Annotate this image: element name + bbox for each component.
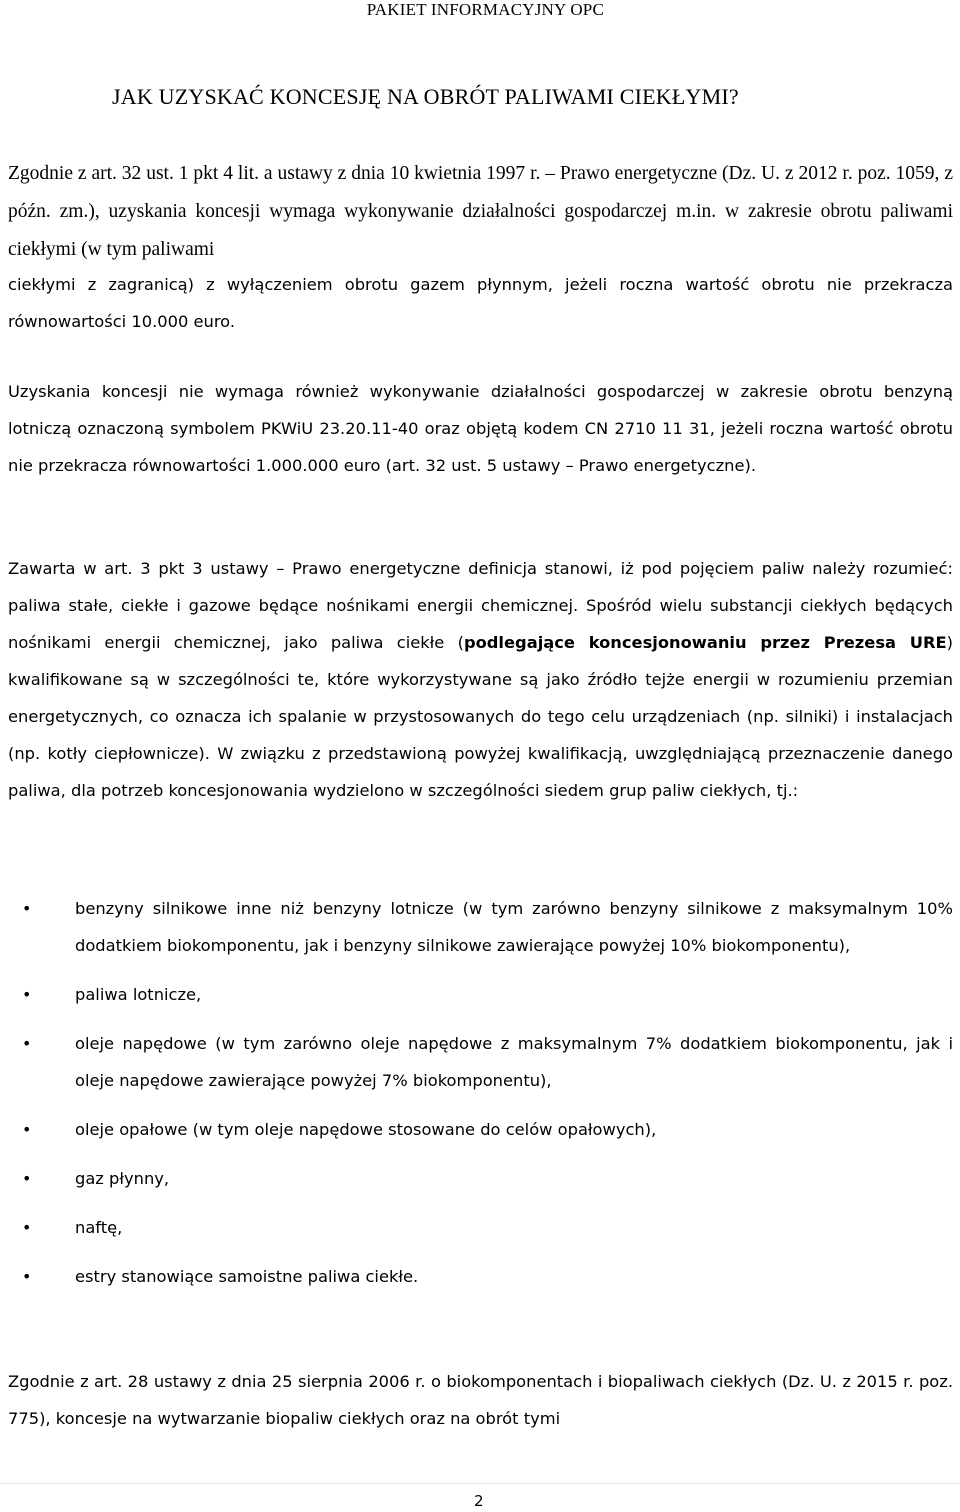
list-item: • paliwa lotnicze, (8, 976, 953, 1013)
bullet-icon: • (22, 1120, 32, 1139)
definition-text-bold: podlegające koncesjonowaniu przez Prezesa URE (463, 633, 947, 652)
paragraph-threshold: ciekłymi z zagranicą) z wyłączeniem obrotu gazem płynnym, jeżeli roczna wartość obrotu nie przekracza równowartości 10.000 euro. (8, 275, 953, 331)
page-header: PAKIET INFORMACYJNY OPC (366, 0, 604, 19)
paragraph-biofuels: Zgodnie z art. 28 ustawy z dnia 25 sierpnia 2006 r. o biokomponentach i biopaliwach ciekłych (Dz. U. z 2015 r. poz. 775), koncesje na wytwarzanie biopaliw ciekłych oraz na obrót tymi (8, 1372, 953, 1428)
footer-divider (0, 1483, 960, 1484)
list-item: • naftę, (8, 1209, 953, 1246)
fuel-groups-list (8, 890, 953, 1307)
paragraph-aviation-fuel-exemption: Uzyskania koncesji nie wymaga również wykonywanie działalności gospodarczej w zakresie obrotu benzyną lotniczą oznaczoną symbolem PKWiU 23.20.11-40 oraz objętą kodem CN 2710 11 31, jeżeli roczna wartość obrotu nie przekracza równowartości 1.000.000 euro (art. 32 ust. 5 ustawy – Prawo energetyczne). (8, 382, 953, 475)
bullet-icon: • (22, 985, 32, 1004)
list-item: • benzyny silnikowe inne niż benzyny lotnicze (w tym zarówno benzyny silnikowe z maksymalnym 10% dodatkiem biokomponentu, jak i benzyny silnikowe zawierające powyżej 10% biokomponentu), (8, 890, 953, 964)
bullet-icon: • (22, 1267, 32, 1286)
list-item: • estry stanowiące samoistne paliwa ciekłe. (8, 1258, 953, 1295)
bullet-icon: • (22, 1218, 32, 1237)
page-number: 2 (474, 1492, 484, 1510)
bullet-icon: • (22, 1034, 32, 1053)
paragraph-fuel-definition (8, 550, 953, 809)
list-item: • gaz płynny, (8, 1160, 953, 1197)
document-title: JAK UZYSKAĆ KONCESJĘ NA OBRÓT PALIWAMI CIEKŁYMI? (112, 84, 739, 109)
definition-text-before: Zawarta w art. 3 pkt 3 ustawy – Prawo energetyczne definicja stanowi, iż pod pojęciem paliw należy rozumieć: paliwa stałe, ciekłe i gazowe będące nośnikami energii chemicznej. Spośród wielu substancji ciekłych będących nośnikami energii chemicznej, jako paliwa ciekłe ( (8, 559, 953, 652)
list-item: • oleje opałowe (w tym oleje napędowe stosowane do celów opałowych), (8, 1111, 953, 1148)
paragraph-legal-basis: Zgodnie z art. 32 ust. 1 pkt 4 lit. a ustawy z dnia 10 kwietnia 1997 r. – Prawo energetyczne (Dz. U. z 2012 r. poz. 1059, z późn. zm.), uzyskania koncesji wymaga wykonywanie działalności gospodarczej m.in. w zakresie obrotu paliwami ciekłymi (w tym paliwami (8, 163, 953, 260)
bullet-icon: • (22, 1169, 32, 1188)
list-item: • oleje napędowe (w tym zarówno oleje napędowe z maksymalnym 7% dodatkiem biokomponentu, jak i oleje napędowe zawierające powyżej 7% biokomponentu), (8, 1025, 953, 1099)
definition-text-after: ) kwalifikowane są w szczególności te, które wykorzystywane są jako źródło tejże energii w rozumieniu przemian energetycznych, co oznacza ich spalanie w przystosowanych do tego celu urządzeniach (np. silniki) i instalacjach (np. kotły ciepłownicze). W związku z przedstawioną powyżej kwalifikacją, uwzględniającą przeznaczenie danego paliwa, dla potrzeb koncesjonowania wydzielono w szczególności siedem grup paliw ciekłych, tj.: (8, 633, 953, 800)
bullet-icon: • (22, 899, 32, 918)
